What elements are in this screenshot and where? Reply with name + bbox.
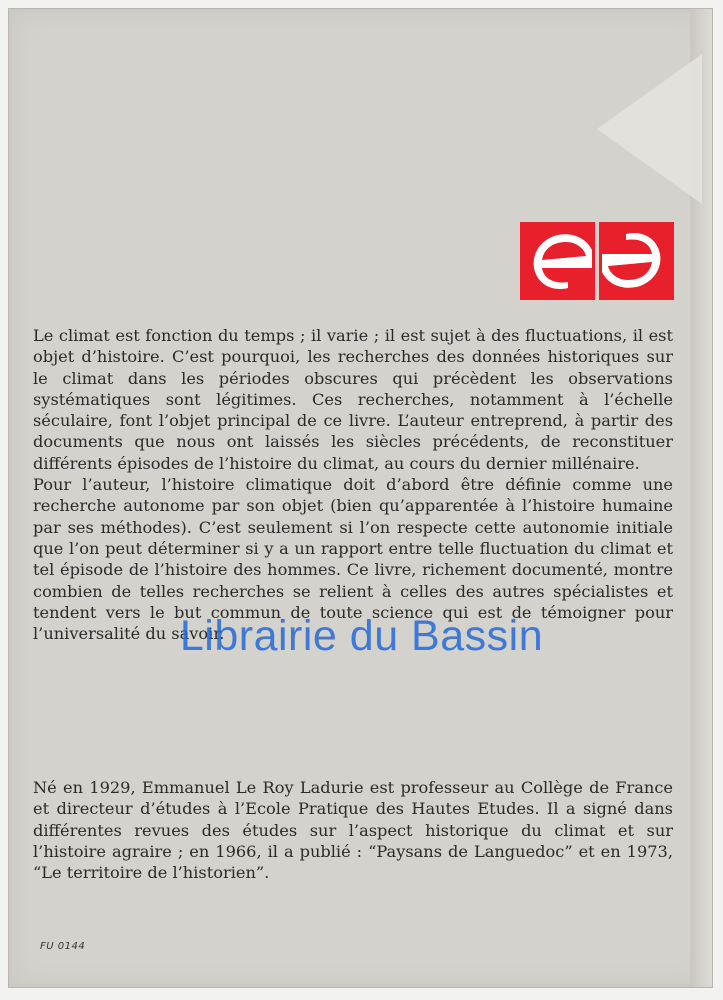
blurb-paragraph-2: Pour l’auteur, l’histoire climatique doit d’abord être définie comme une recherche autonome par son objet (bien qu’apparentée à l’histoire humaine par ses méthodes). C’est seulement si l’on respecte cette autonomie initiale que l’on peut déterminer si y a un rapport entre telle fluctuation du climat et tel épisode de l’histoire des hommes. Ce livre, richement documenté, montre combien de telles recherches se relient à celles des autres spécialistes et tendent vers le but commun de toute science qui est de témoigner pour l’universalité du savoir. bbox=[33, 475, 673, 644]
bookseller-watermark: Librairie du Bassin bbox=[179, 612, 544, 660]
fold-shadow bbox=[597, 54, 702, 204]
blurb-paragraph-1: Le climat est fonction du temps ; il varie ; il est sujet à des fluctuations, il est objet d’histoire. C’est pourquoi, les recherches des données historiques sur le climat dans les périodes obscures qui précèdent les observations systématiques sont légitimes. Ces recherches, notamment à l’échelle séculaire, font l’objet principal de ce livre. L’auteur entreprend, à partir des documents que nous ont laissés les siècles précédents, de reconstituer différents épisodes de l’histoire du climat, au cours du dernier millénaire. bbox=[33, 326, 673, 473]
author-bio: Né en 1929, Emmanuel Le Roy Ladurie est professeur au Collège de France et directeur d’études à l’Ecole Pratique des Hautes Etudes. Il a signé dans différentes revues des études sur l’aspect historique du climat et sur l’histoire agraire ; en 1966, il a publié : “Paysans de Languedoc” et en 1973, “Le territoire de l’historien”. bbox=[33, 778, 673, 883]
publisher-logo-icon bbox=[520, 222, 674, 300]
catalog-code: FU 0144 bbox=[40, 941, 86, 952]
back-cover-blurb bbox=[33, 325, 673, 644]
